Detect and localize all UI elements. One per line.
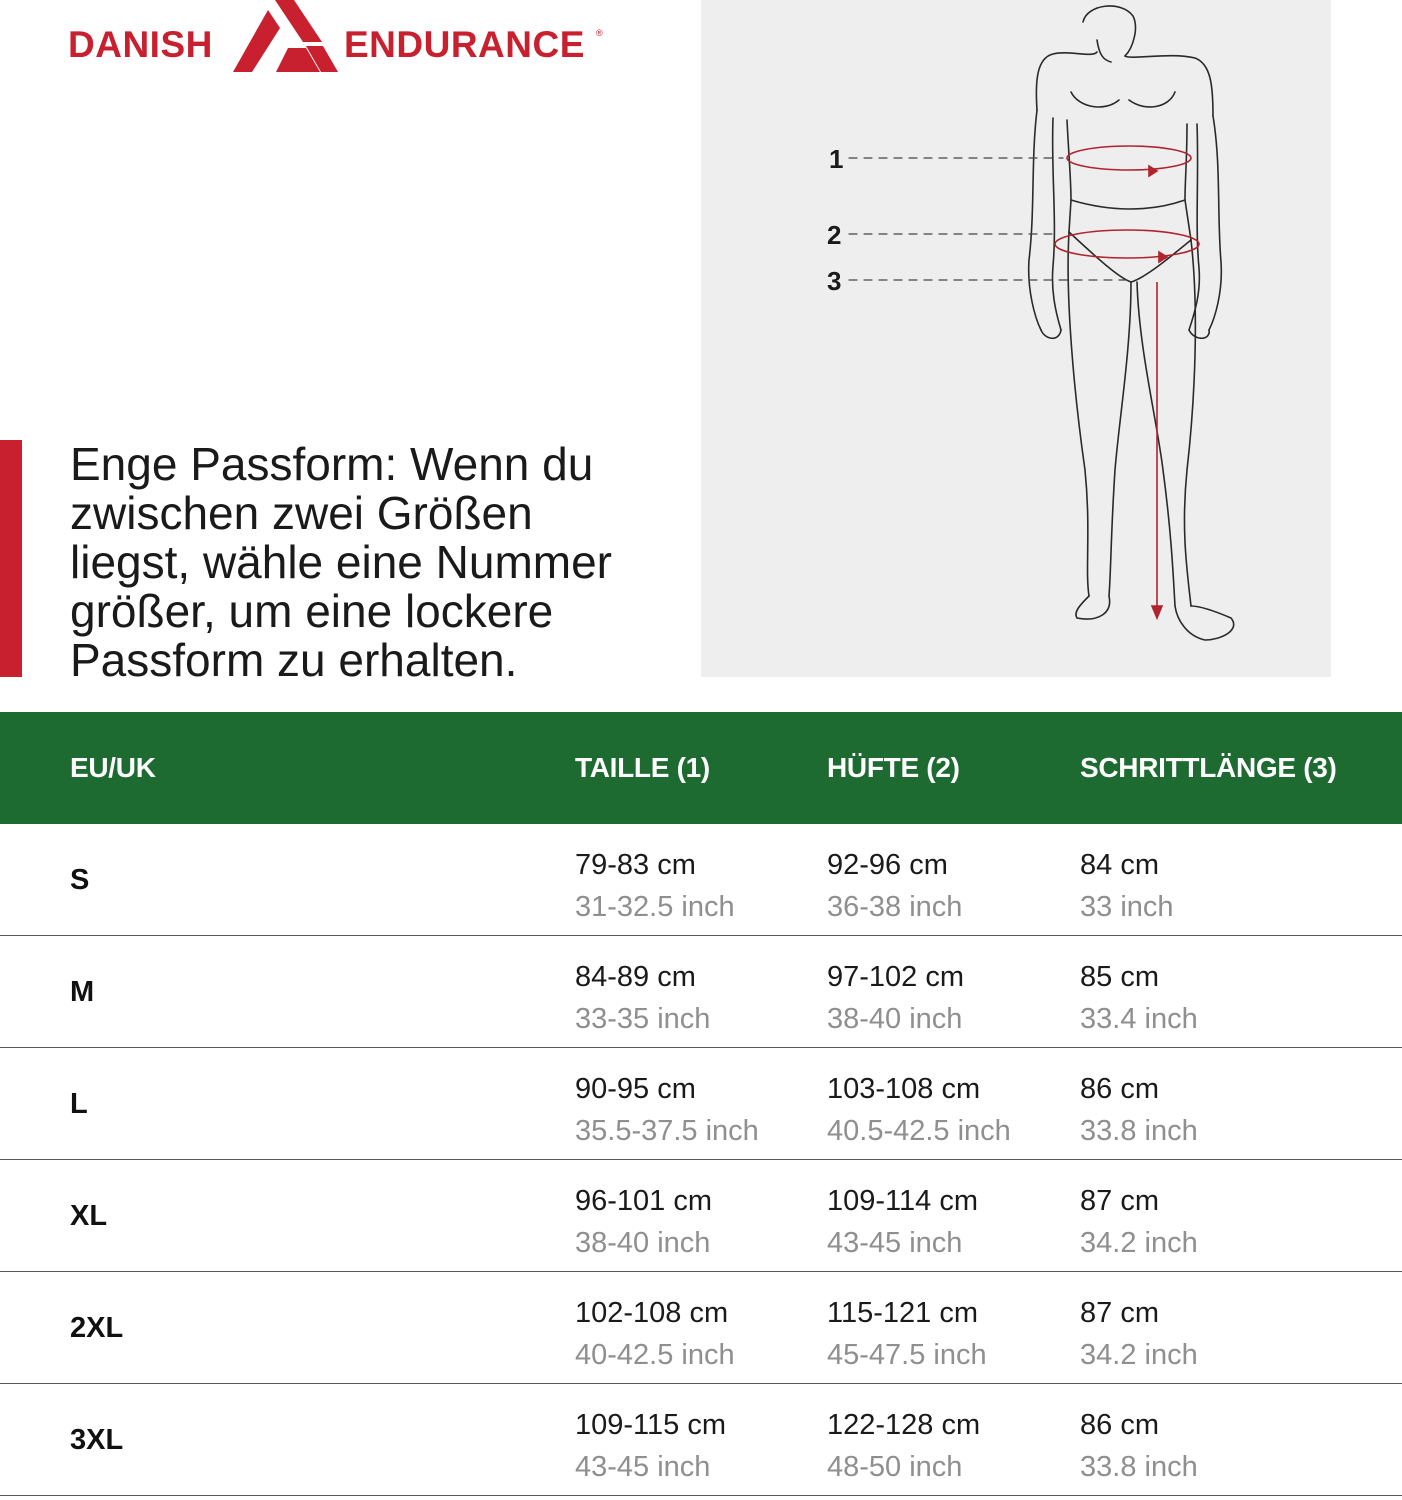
schritt-cell: 86 cm 33.8 inch — [1080, 1073, 1198, 1147]
huefte-cell: 92-96 cm 36-38 inch — [827, 849, 963, 923]
note-accent-bar — [0, 440, 22, 677]
schritt-cell: 87 cm 34.2 inch — [1080, 1185, 1198, 1259]
taille-cell: 90-95 cm 35.5-37.5 inch — [575, 1073, 759, 1147]
table-row — [0, 1272, 1402, 1384]
taille-cell: 84-89 cm 33-35 inch — [575, 961, 711, 1035]
huefte-cell: 97-102 cm 38-40 inch — [827, 961, 965, 1035]
taille-cell: 79-83 cm 31-32.5 inch — [575, 849, 735, 923]
size-table-header — [0, 712, 1402, 824]
fit-note-line: zwischen zwei Größen — [70, 487, 533, 539]
table-row — [0, 1160, 1402, 1272]
schritt-cell: 86 cm 33.8 inch — [1080, 1409, 1198, 1483]
brand-mark-icon — [228, 0, 338, 74]
measure-marker-3: 3 — [827, 266, 842, 296]
header-taille: TAILLE (1) — [575, 752, 710, 783]
fit-note-line: größer, um eine lockere — [70, 585, 554, 637]
schritt-cell: 85 cm 33.4 inch — [1080, 961, 1198, 1035]
size-label: 2XL — [70, 1312, 124, 1344]
fit-note-line: Enge Passform: Wenn du — [70, 438, 594, 490]
header-huefte: HÜFTE (2) — [827, 752, 960, 783]
schritt-cell: 87 cm 34.2 inch — [1080, 1297, 1198, 1371]
schritt-cell: 84 cm 33 inch — [1080, 849, 1174, 923]
size-label: S — [70, 864, 90, 896]
huefte-cell: 115-121 cm 45-47.5 inch — [827, 1297, 987, 1371]
size-label: L — [70, 1088, 88, 1120]
table-row — [0, 824, 1402, 936]
table-row — [0, 936, 1402, 1048]
header-eu-uk: EU/UK — [70, 752, 156, 783]
fit-note-line: liegst, wähle eine Nummer — [70, 536, 613, 588]
size-label: M — [70, 976, 95, 1008]
header-schrittlaenge: SCHRITTLÄNGE (3) — [1080, 752, 1337, 783]
taille-cell: 102-108 cm 40-42.5 inch — [575, 1297, 735, 1371]
taille-cell: 96-101 cm 38-40 inch — [575, 1185, 713, 1259]
measure-marker-1: 1 — [829, 144, 844, 174]
measure-marker-2: 2 — [827, 220, 842, 250]
huefte-cell: 109-114 cm 43-45 inch — [827, 1185, 978, 1259]
size-label: 3XL — [70, 1424, 124, 1456]
brand-name-left: DANISH — [68, 24, 213, 65]
fit-note-line: Passform zu erhalten. — [70, 634, 518, 686]
size-label: XL — [70, 1200, 108, 1232]
brand-logo — [68, 0, 608, 76]
fit-note — [70, 440, 680, 685]
brand-name-right: ENDURANCE — [344, 24, 585, 65]
taille-cell: 109-115 cm 43-45 inch — [575, 1409, 726, 1483]
registered-mark: ® — [596, 28, 603, 38]
body-outline-illustration — [701, 0, 1331, 677]
huefte-cell: 103-108 cm 40.5-42.5 inch — [827, 1073, 1011, 1147]
huefte-cell: 122-128 cm 48-50 inch — [827, 1409, 981, 1483]
table-row — [0, 1384, 1402, 1496]
measurement-figure — [701, 0, 1331, 677]
table-row — [0, 1048, 1402, 1160]
